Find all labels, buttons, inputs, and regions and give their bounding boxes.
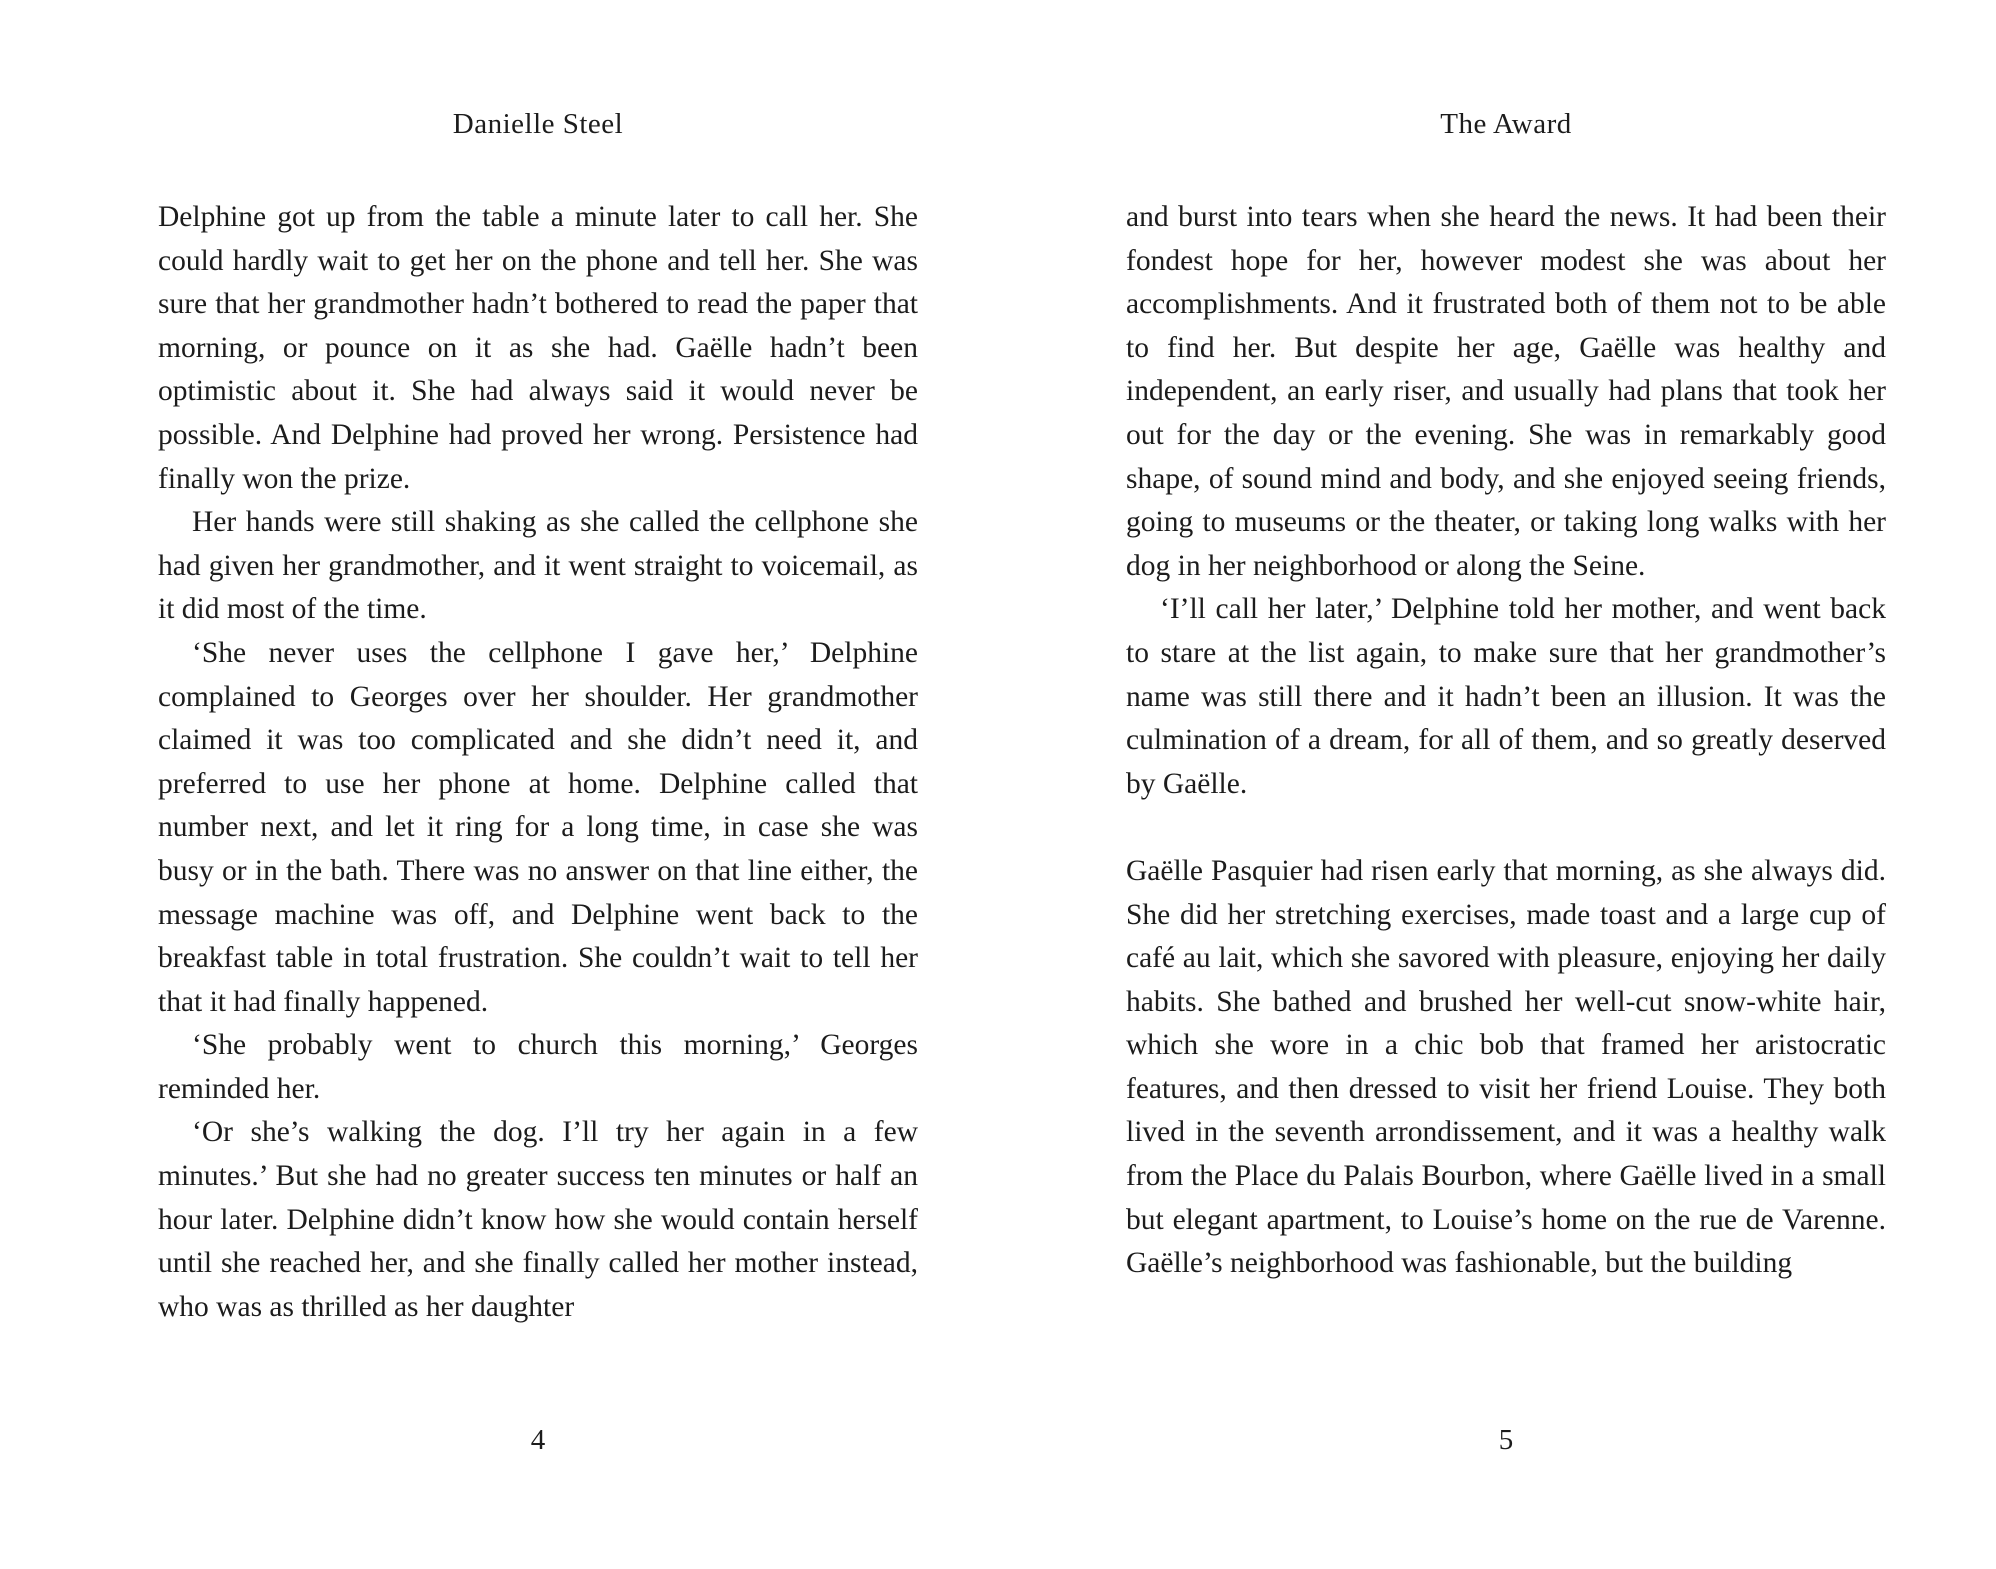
paragraph: ‘She never uses the cellphone I gave her,’ Delphine complained to Georges over her shoulder. Her grandmother claimed it was too complicated and she didn’t need it, and preferred to use her phone at home. Delphine called that number next, and let it ring for a long time, in case she was busy or in the bath. There was no answer on that line either, the message machine was off, and Delphine went back to the breakfast table in total frustration. She couldn’t wait to tell her that it had finally happened.: [158, 636, 918, 1018]
left-page-body: [158, 196, 918, 1329]
paragraph: Delphine got up from the table a minute later to call her. She could hardly wait to get her on the phone and tell her. She was sure that her grandmother hadn’t bothered to read the paper that morning, or pounce on it as she had. Gaëlle hadn’t been optimistic about it. She had always said it would never be possible. And Delphine had proved her wrong. Persistence had finally won the prize.: [158, 201, 918, 495]
page-number: 4: [530, 1424, 546, 1456]
paragraph: ‘Or she’s walking the dog. I’ll try her again in a few minutes.’ But she had no greater success ten minutes or half an hour later. Delphine didn’t know how she would contain herself until she reached her, and she finally called her mother instead, who was as thrilled as her daughter: [158, 1116, 918, 1323]
left-page: [158, 0, 918, 1569]
running-head-author: Danielle Steel: [452, 108, 624, 140]
paragraph: ‘She probably went to church this morning,’ Georges reminded her.: [158, 1029, 918, 1105]
paragraph: and burst into tears when she heard the news. It had been their fondest hope for her, however modest she was about her accomplishments. And it frustrated both of them not to be able to find her. But despite her age, Gaëlle was healthy and independent, an early riser, and usually had plans that took her out for the day or the evening. She was in remarkably good shape, of sound mind and body, and she enjoyed seeing friends, going to museums or the theater, or taking long walks with her dog in her neighborhood or along the Seine.: [1126, 201, 1886, 582]
paragraph: Her hands were still shaking as she called the cellphone she had given her grandmother, and it went straight to voicemail, as it did most of the time.: [158, 506, 918, 626]
paragraph-section-start: Gaëlle Pasquier had risen early that morning, as she always did. She did her stretching exercises, made toast and a large cup of café au lait, which she savored with pleasure, enjoying her daily habits. She bathed and brushed her well-cut snow-white hair, which she wore in a chic bob that framed her aristocratic features, and then dressed to visit her friend Louise. They both lived in the seventh arrondissement, and it was a healthy walk from the Place du Palais Bourbon, where Gaëlle lived in a small but elegant apartment, to Louise’s home on the rue de Varenne. Gaëlle’s neighborhood was fashionable, but the building: [1126, 854, 1886, 1280]
right-page: [1126, 0, 1886, 1569]
page-number: 5: [1498, 1424, 1514, 1456]
running-head-title: The Award: [1440, 108, 1572, 140]
paragraph: ‘I’ll call her later,’ Delphine told her mother, and went back to stare at the list again, to make sure that her grandmother’s name was still there and it hadn’t been an illusion. It was the culmination of a dream, for all of them, and so greatly deserved by Gaëlle.: [1126, 593, 1886, 800]
right-page-body: [1126, 196, 1886, 1286]
